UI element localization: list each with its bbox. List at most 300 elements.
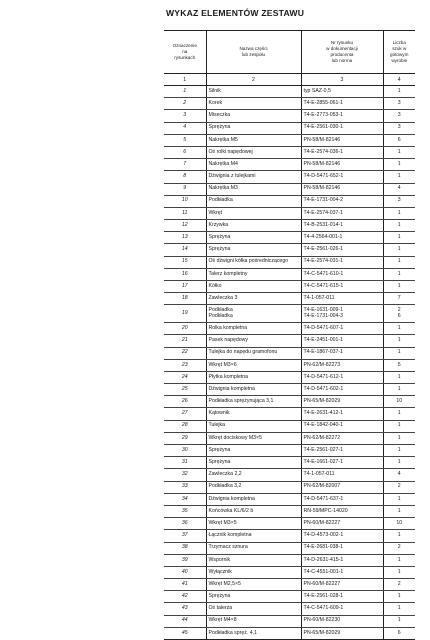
table-row xyxy=(164,530,415,542)
row-quantity xyxy=(383,542,415,554)
table-row xyxy=(164,603,415,615)
row-drawing-number xyxy=(301,518,383,530)
row-designation: 31 xyxy=(164,457,206,469)
row-designation: 45 xyxy=(181,629,188,636)
row-drawing-number xyxy=(301,293,383,305)
table-row xyxy=(164,244,415,256)
row-quantity xyxy=(383,110,415,122)
row-designation: 28 xyxy=(164,420,206,432)
row-drawing-number-line: T4-E-2773-053-1 xyxy=(303,112,344,119)
row-quantity-line: 6 xyxy=(397,136,401,143)
row-quantity xyxy=(383,195,415,207)
row-drawing-number-line: T4-D-2631-415-1 xyxy=(303,556,344,563)
row-part-name xyxy=(206,256,301,268)
row-drawing-number xyxy=(301,183,383,195)
row-drawing-number xyxy=(301,159,383,171)
row-part-name xyxy=(206,469,301,481)
row-quantity-line: 1 xyxy=(397,87,401,94)
row-quantity-line: 3 xyxy=(397,99,401,106)
row-drawing-number-line: PN-60/M-82227 xyxy=(303,580,341,587)
row-designation: 8 xyxy=(164,171,206,183)
row-part-name xyxy=(206,122,301,134)
row-drawing-number-line: PN-58/M-82146 xyxy=(303,185,341,192)
row-part-name-line: Tulejka xyxy=(208,422,226,429)
row-drawing-number-line: PN-65/M-82029 xyxy=(303,398,341,405)
row-part-name-line: Płytka kompletna xyxy=(208,373,249,380)
table-row xyxy=(164,195,415,207)
row-drawing-number-line: T4-D-5471-612-1 xyxy=(303,373,344,380)
row-drawing-number-line: T4-E-2574-037-1 xyxy=(303,209,344,216)
row-part-name xyxy=(206,268,301,280)
row-part-name-line: Podkładka xyxy=(208,312,233,319)
row-part-name-line: Zawleczka 2,2 xyxy=(208,471,242,478)
row-part-name-line: Łącznik kompletna xyxy=(208,532,252,539)
row-quantity-line: 10 xyxy=(396,398,403,405)
row-quantity-line: 1 xyxy=(397,410,401,417)
row-quantity xyxy=(383,408,415,420)
row-drawing-number xyxy=(301,256,383,268)
row-part-name-line: Oś talerza xyxy=(208,605,233,612)
row-quantity-line: 2 xyxy=(397,580,401,587)
table-row xyxy=(164,146,415,158)
row-part-name-line: Oś rolki napędowej xyxy=(208,148,253,155)
row-drawing-number xyxy=(301,268,383,280)
row-designation: 1 xyxy=(164,86,206,98)
row-part-name xyxy=(206,195,301,207)
row-designation: 9 xyxy=(164,183,206,195)
row-quantity-line: 3 xyxy=(397,197,401,204)
row-designation: 17 xyxy=(164,281,206,293)
row-quantity xyxy=(383,232,415,244)
row-quantity xyxy=(383,591,415,603)
row-quantity-line: 1 xyxy=(397,434,401,441)
parts-table xyxy=(164,30,415,640)
row-designation: 29 xyxy=(164,432,206,444)
row-designation: 25 xyxy=(164,384,206,396)
row-drawing-number xyxy=(301,591,383,603)
row-drawing-number-line: PN-62/M-82272 xyxy=(303,434,341,441)
row-drawing-number xyxy=(301,579,383,591)
row-quantity xyxy=(383,159,415,171)
row-drawing-number xyxy=(301,493,383,505)
row-part-name xyxy=(206,554,301,566)
row-drawing-number-line: T4-B-2531-014-1 xyxy=(303,221,344,228)
row-drawing-number-line: PN-62/M-82273 xyxy=(303,361,341,368)
row-part-name-line: Talerz kompletny xyxy=(208,270,248,277)
row-drawing-number-line: T4-E-1731-004-2 xyxy=(303,197,344,204)
row-quantity-line: 4 xyxy=(397,185,401,192)
row-designation: 33 xyxy=(164,481,206,493)
row-quantity-line: 1 xyxy=(397,507,401,514)
row-designation: 34 xyxy=(164,493,206,505)
row-designation: 32 xyxy=(164,469,206,481)
row-drawing-number-line: T4-D-5471-637-1 xyxy=(303,495,344,502)
row-drawing-number-line: T4-E-2855-061-1 xyxy=(303,99,344,106)
row-part-name-line: Wkręt xyxy=(208,209,223,216)
row-quantity xyxy=(383,323,415,335)
table-row xyxy=(164,183,415,195)
row-drawing-number-line: T4-1-057-011 xyxy=(303,294,335,301)
row-designation: 19 xyxy=(164,305,206,323)
row-quantity xyxy=(383,207,415,219)
row-part-name-line: Sprężyna xyxy=(208,446,231,453)
row-drawing-number xyxy=(301,542,383,554)
row-quantity xyxy=(383,293,415,305)
row-drawing-number xyxy=(301,408,383,420)
table-row xyxy=(164,505,415,517)
row-part-name xyxy=(206,432,301,444)
row-quantity-line: 1 xyxy=(397,446,401,453)
row-quantity xyxy=(383,146,415,158)
document-title: WYKAZ ELEMENTÓW ZESTAWU xyxy=(166,8,305,18)
row-drawing-number-line: T4-D-5471-652-1 xyxy=(303,173,344,180)
row-designation: 35 xyxy=(164,505,206,517)
row-drawing-number xyxy=(301,195,383,207)
row-quantity-line: 1 xyxy=(397,282,401,289)
row-quantity-line: 1 xyxy=(397,270,401,277)
row-quantity xyxy=(383,579,415,591)
row-quantity-line: 1 xyxy=(397,148,401,155)
row-quantity xyxy=(383,615,415,627)
table-row xyxy=(164,86,415,98)
row-quantity xyxy=(383,530,415,542)
row-quantity-line: 2 xyxy=(397,544,401,551)
table-header-row xyxy=(164,31,415,74)
row-drawing-number-line: T4-4-2564-001-1 xyxy=(303,234,343,241)
table-row xyxy=(164,371,415,383)
row-quantity xyxy=(383,469,415,481)
row-drawing-number-line: T4-E-2681-038-1 xyxy=(303,544,344,551)
table-row xyxy=(164,554,415,566)
row-drawing-number xyxy=(301,384,383,396)
row-designation: 43 xyxy=(164,603,206,615)
row-quantity-line: 6 xyxy=(397,629,401,636)
row-part-name-line: Kółko xyxy=(208,282,222,289)
row-quantity-line: 5 xyxy=(397,361,401,368)
header-part-name: Nazwa części lub zespołu xyxy=(206,31,301,74)
row-drawing-number xyxy=(301,505,383,517)
row-part-name xyxy=(206,603,301,615)
row-drawing-number xyxy=(301,530,383,542)
row-part-name xyxy=(206,207,301,219)
row-drawing-number xyxy=(301,432,383,444)
row-part-name xyxy=(206,134,301,146)
row-part-name xyxy=(206,359,301,371)
row-drawing-number xyxy=(301,86,383,98)
row-part-name xyxy=(206,493,301,505)
row-drawing-number-line: T4-E-2574-031-1 xyxy=(303,258,344,265)
row-quantity-line: 1 xyxy=(397,209,401,216)
row-drawing-number-line: T4-E-2631-412-1 xyxy=(303,410,344,417)
row-part-name-line: Silnik xyxy=(208,87,221,94)
table-row xyxy=(164,134,415,146)
row-drawing-number xyxy=(301,335,383,347)
table-row xyxy=(164,469,415,481)
row-part-name xyxy=(206,566,301,578)
row-drawing-number-line: PN-65/M-82029 xyxy=(303,629,341,636)
row-drawing-number-line: PN-58/M-82146 xyxy=(303,136,341,143)
row-part-name-line: Miseczka xyxy=(208,112,231,119)
row-quantity-line: 1 xyxy=(397,258,401,265)
table-row xyxy=(164,615,415,627)
row-drawing-number xyxy=(301,566,383,578)
row-drawing-number-line: T4-E-2451-001-1 xyxy=(303,337,344,344)
row-drawing-number xyxy=(301,359,383,371)
row-drawing-number xyxy=(301,305,383,323)
row-drawing-number xyxy=(301,220,383,232)
row-quantity-line: 2 xyxy=(397,307,401,314)
row-designation: 41 xyxy=(164,579,206,591)
row-quantity-line: 1 xyxy=(397,593,401,600)
row-quantity-line: 1 xyxy=(397,459,401,466)
row-designation: 13 xyxy=(164,232,206,244)
row-drawing-number-line: T4-C-5471-615-1 xyxy=(303,282,344,289)
row-designation: 37 xyxy=(164,530,206,542)
header-drawing-number: Nr rysunku w dokumentacji producenta lub norma xyxy=(301,31,383,74)
row-part-name-line: Oś dźwigni kółka pośredniczącego xyxy=(208,258,289,265)
row-part-name-line: Kątownik xyxy=(208,410,230,417)
row-part-name-line: Wkręt M2,5×5 xyxy=(208,580,241,587)
row-part-name-line: Wkręt M3×6 xyxy=(208,361,237,368)
row-drawing-number xyxy=(301,232,383,244)
row-quantity xyxy=(383,432,415,444)
row-part-name xyxy=(206,457,301,469)
row-quantity xyxy=(383,566,415,578)
row-part-name xyxy=(206,347,301,359)
row-quantity-line: 1 xyxy=(397,324,401,331)
row-quantity-line: 10 xyxy=(396,519,403,526)
row-drawing-number xyxy=(301,420,383,432)
row-quantity xyxy=(383,384,415,396)
row-quantity-line: 1 xyxy=(397,495,401,502)
row-part-name xyxy=(206,420,301,432)
row-quantity-line: 3 xyxy=(397,124,401,131)
row-designation: 12 xyxy=(164,220,206,232)
row-part-name xyxy=(206,579,301,591)
row-quantity xyxy=(383,445,415,457)
row-part-name-line: Dźwignia kompletna xyxy=(208,385,255,392)
row-part-name xyxy=(206,396,301,408)
row-quantity xyxy=(383,122,415,134)
row-quantity-line: 7 xyxy=(397,294,401,301)
table-row xyxy=(164,207,415,219)
table-row xyxy=(164,256,415,268)
row-quantity xyxy=(383,183,415,195)
row-drawing-number-line: T4-E-1842-040-1 xyxy=(303,422,344,429)
row-part-name-line: Końcówka KL/6/2 b xyxy=(208,507,254,514)
row-designation: 18 xyxy=(164,293,206,305)
row-drawing-number xyxy=(301,244,383,256)
row-drawing-number-line: PN-60/M-82227 xyxy=(303,519,341,526)
row-drawing-number-line: T4-E-2561-030-1 xyxy=(303,124,344,131)
row-drawing-number xyxy=(301,481,383,493)
row-quantity-line: 2 xyxy=(397,483,401,490)
row-quantity xyxy=(383,98,415,110)
row-quantity xyxy=(383,396,415,408)
row-drawing-number xyxy=(301,554,383,566)
row-part-name xyxy=(206,183,301,195)
column-number: 3 xyxy=(301,74,383,86)
table-row xyxy=(164,481,415,493)
row-part-name xyxy=(206,371,301,383)
table-row xyxy=(164,122,415,134)
row-drawing-number-line: T4-1-057-011 xyxy=(303,471,335,478)
row-designation: 26 xyxy=(164,396,206,408)
table-row xyxy=(164,232,415,244)
row-designation: 36 xyxy=(164,518,206,530)
row-quantity xyxy=(383,305,415,323)
row-quantity-line: 1 xyxy=(397,556,401,563)
row-designation: 23 xyxy=(164,359,206,371)
row-drawing-number-line: T4-C-5471-610-1 xyxy=(303,270,344,277)
table-row xyxy=(164,220,415,232)
row-part-name-line: Sprężyna xyxy=(208,593,231,600)
row-designation: 44 xyxy=(164,615,206,627)
row-designation: 24 xyxy=(164,371,206,383)
row-designation: 15 xyxy=(164,256,206,268)
row-drawing-number-line: T4-E-1631-009-1 xyxy=(303,307,344,314)
row-drawing-number xyxy=(301,396,383,408)
table-row xyxy=(164,627,415,639)
table-row xyxy=(164,384,415,396)
row-quantity-line: 1 xyxy=(397,568,401,575)
row-part-name xyxy=(206,293,301,305)
row-quantity-line: 1 xyxy=(397,246,401,253)
row-designation: 40 xyxy=(164,566,206,578)
row-designation: 38 xyxy=(164,542,206,554)
table-row xyxy=(164,159,415,171)
row-quantity-line: 1 xyxy=(397,234,401,241)
row-part-name-line: Nakrętka M5 xyxy=(208,136,238,143)
row-part-name xyxy=(206,335,301,347)
table-row xyxy=(164,293,415,305)
row-part-name xyxy=(206,244,301,256)
column-number: 4 xyxy=(383,74,415,86)
row-drawing-number-line: T4-E-1661-027-1 xyxy=(303,459,344,466)
row-designation: 27 xyxy=(164,408,206,420)
row-quantity-line: 1 xyxy=(397,422,401,429)
table-row xyxy=(164,566,415,578)
row-drawing-number-line: PN-60/M-82230 xyxy=(303,617,341,624)
row-quantity xyxy=(383,359,415,371)
row-part-name xyxy=(206,281,301,293)
row-part-name-line: Dźwignia kompletna xyxy=(208,495,255,502)
table-row xyxy=(164,110,415,122)
row-quantity xyxy=(383,86,415,98)
row-quantity xyxy=(383,256,415,268)
row-quantity xyxy=(383,268,415,280)
row-drawing-number xyxy=(301,110,383,122)
table-row xyxy=(164,518,415,530)
table-row xyxy=(164,396,415,408)
table-row xyxy=(164,493,415,505)
parts-table-container xyxy=(164,30,415,640)
table-row xyxy=(164,323,415,335)
row-part-name-line: Krzywka xyxy=(208,221,229,228)
row-part-name-line: Podkładka 3,2 xyxy=(208,483,242,490)
row-drawing-number-line: T4-E-1867-037-1 xyxy=(303,349,344,356)
row-quantity-line: 1 xyxy=(397,337,401,344)
row-quantity xyxy=(383,244,415,256)
row-drawing-number xyxy=(301,457,383,469)
row-designation: 10 xyxy=(164,195,206,207)
row-drawing-number xyxy=(301,445,383,457)
table-row xyxy=(164,347,415,359)
row-part-name-line: Nakrętka M3 xyxy=(208,185,238,192)
row-part-name xyxy=(206,384,301,396)
row-drawing-number-line: T4-D-5471-607-1 xyxy=(303,324,344,331)
row-designation: 5 xyxy=(164,134,206,146)
row-designation: 39 xyxy=(164,554,206,566)
row-designation: 30 xyxy=(164,445,206,457)
row-part-name-line: Nakrętka M4 xyxy=(208,160,238,167)
row-drawing-number-line: T4-E-2561-027-1 xyxy=(303,446,344,453)
table-row xyxy=(164,408,415,420)
row-part-name-line: Sprężyna xyxy=(208,124,231,131)
row-drawing-number xyxy=(301,171,383,183)
row-designation: 4 xyxy=(164,122,206,134)
row-quantity-line: 1 xyxy=(397,221,401,228)
row-drawing-number-line: RN-59/MPC-14020 xyxy=(303,507,348,514)
header-designation: Oznaczenie na rysunkach xyxy=(164,31,206,74)
row-drawing-number xyxy=(301,603,383,615)
row-quantity-line: 1 xyxy=(397,349,401,356)
row-part-name-line: Podkładka xyxy=(208,307,233,314)
table-row xyxy=(164,542,415,554)
row-drawing-number-line: T4-C-4551-001-1 xyxy=(303,568,344,575)
row-part-name xyxy=(206,408,301,420)
row-part-name-line: Pasek napędowy xyxy=(208,337,249,344)
table-row xyxy=(164,457,415,469)
row-part-name xyxy=(206,445,301,457)
row-part-name xyxy=(206,518,301,530)
row-drawing-number xyxy=(301,281,383,293)
row-designation: 16 xyxy=(164,268,206,280)
row-part-name-line: Dźwignia z tulejkami xyxy=(208,173,256,180)
row-quantity xyxy=(383,347,415,359)
row-quantity xyxy=(383,457,415,469)
row-part-name xyxy=(206,159,301,171)
row-part-name xyxy=(206,232,301,244)
row-part-name-line: Wkręt M4×8 xyxy=(208,617,237,624)
table-row xyxy=(164,281,415,293)
row-quantity xyxy=(383,493,415,505)
row-part-name-line: Wspornik xyxy=(208,556,231,563)
row-part-name xyxy=(206,110,301,122)
row-part-name xyxy=(206,505,301,517)
table-row xyxy=(164,359,415,371)
row-drawing-number xyxy=(301,347,383,359)
row-designation: 22 xyxy=(164,347,206,359)
row-designation: 42 xyxy=(164,591,206,603)
row-drawing-number-line: typ SAZ-0,5 xyxy=(303,87,331,94)
row-quantity xyxy=(383,134,415,146)
row-drawing-number-line: T4-E-2561-028-1 xyxy=(303,593,344,600)
row-drawing-number xyxy=(301,627,383,639)
row-drawing-number xyxy=(301,146,383,158)
row-part-name-line: Trzymacz sznura xyxy=(208,544,248,551)
row-drawing-number xyxy=(301,615,383,627)
row-part-name-line: Sprężyna xyxy=(208,234,231,241)
table-row xyxy=(164,420,415,432)
row-drawing-number xyxy=(301,371,383,383)
row-drawing-number xyxy=(301,323,383,335)
row-quantity xyxy=(383,220,415,232)
row-part-name-line: Podkładka xyxy=(208,197,233,204)
row-part-name-line: Wyłącznik xyxy=(208,568,232,575)
row-drawing-number-line: T4-C-5471-609-1 xyxy=(303,605,344,612)
row-designation: 2 xyxy=(164,98,206,110)
